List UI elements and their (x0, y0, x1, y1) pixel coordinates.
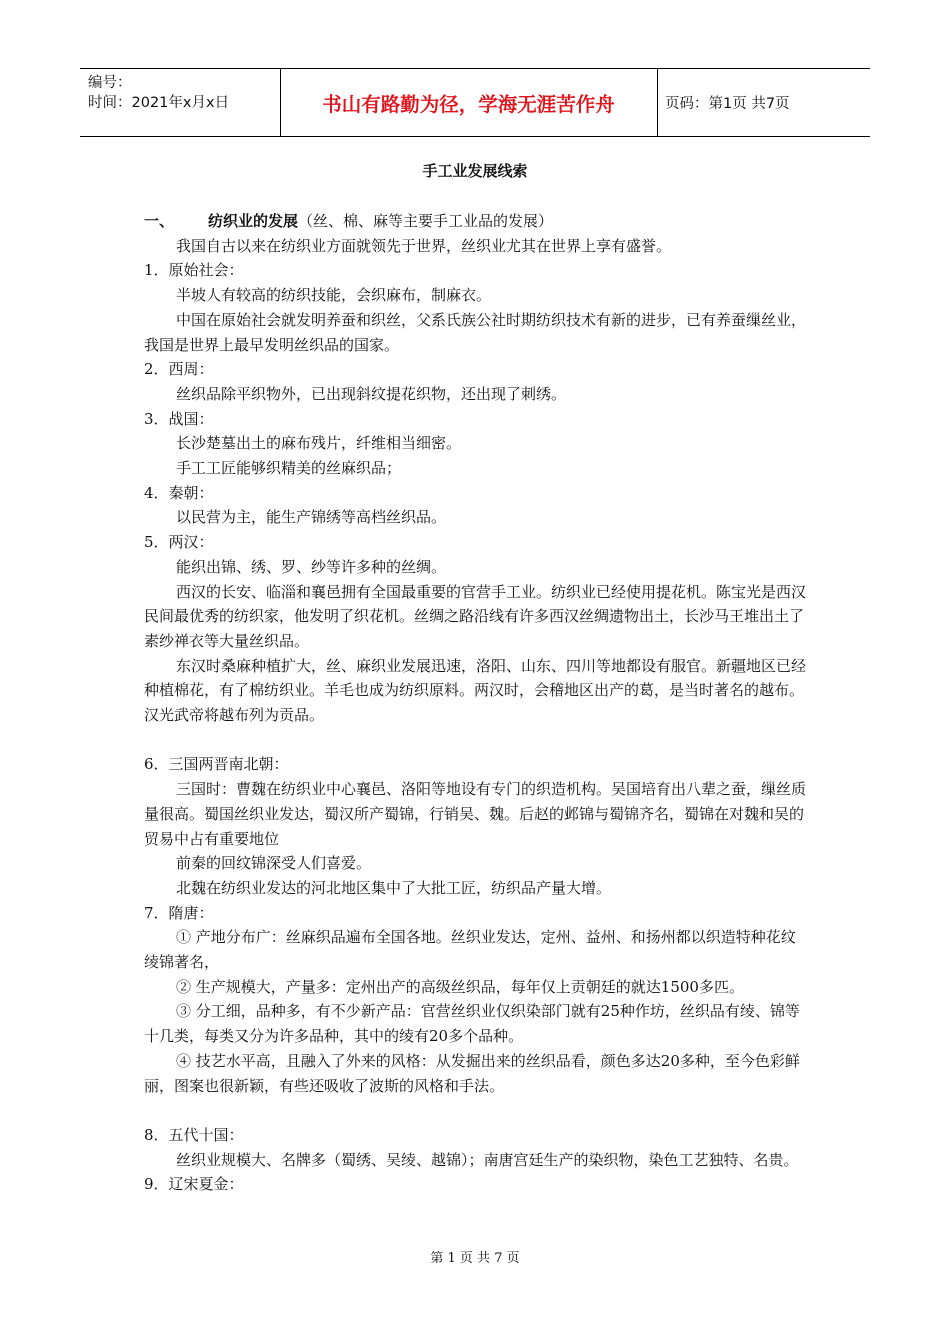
paragraph: 半坡人有较高的纺织技能，会织麻布，制麻衣。 (176, 286, 492, 305)
subheading: 8．五代十国： (144, 1125, 244, 1144)
document-title: 手工业发展线索 (422, 162, 528, 180)
page-footer: 第 1 页 共 7 页 (430, 1251, 520, 1266)
subheading: 2．西周： (144, 360, 214, 379)
section-number: 一、 (144, 212, 175, 230)
paragraph: 三国时：曹魏在纺织业中心襄邑、洛阳等地设有专门的织造机构。吴国培育出八辈之蚕，缫丝质量很高。蜀国丝织业发达，蜀汉所产蜀锦，行销吴、魏。后赵的邺锦与蜀锦齐名，蜀锦在对魏和吴的贸易中占有重要地位 (144, 780, 807, 848)
paragraph: ④ 技艺水平高，且融入了外来的风格：从发掘出来的丝织品看，颜色多达20多种，至今色彩鲜丽，图案也很新颖，有些还吸收了波斯的风格和手法。 (144, 1051, 800, 1095)
paragraph: 中国在原始社会就发明养蚕和织丝，父系氏族公社时期纺织技术有新的进步，已有养蚕缫丝业，我国是世界上最早发明丝织品的国家。 (144, 310, 807, 354)
header-page-info: 页码：第1页 共7页 (665, 96, 790, 112)
paragraph: 西汉的长安、临淄和襄邑拥有全国最重要的官营手工业。纺织业已经使用提花机。陈宝光是西汉民间最优秀的纺织家，他发明了织花机。丝绸之路沿线有许多西汉丝绸遗物出土，长沙马王堆出土了素纱禅衣等大量丝织品。 (144, 582, 807, 650)
paragraph: 前秦的回纹锦深受人们喜爱。 (176, 854, 372, 873)
document-time: 时间：2021年x月x日 (88, 95, 230, 111)
header-meta (88, 73, 229, 113)
section-heading (144, 209, 809, 234)
paragraph: 东汉时桑麻种植扩大，丝、麻织业发展迅速，洛阳、山东、四川等地都设有服官。新疆地区已经种植棉花，有了棉纺织业。羊毛也成为纺织原料。两汉时，会稽地区出产的葛，是当时著名的越布。汉光武帝将越布列为贡品。 (144, 656, 807, 725)
document-number-label: 编号： (88, 75, 132, 91)
paragraph: 丝织品除平织物外，已出现斜纹提花织物，还出现了刺绣。 (176, 384, 567, 403)
section-subtitle: （丝、棉、麻等主要手工业品的发展） (298, 212, 554, 230)
paragraph: 以民营为主，能生产锦绣等高档丝织品。 (176, 508, 447, 527)
paragraph: ① 产地分布广：丝麻织品遍布全国各地。丝织业发达，定州、益州、和扬州都以织造特种花纹绫锦著名， (144, 928, 796, 972)
subheading: 3．战国： (144, 409, 214, 428)
subheading: 9．辽宋夏金： (144, 1175, 244, 1194)
subheading: 4．秦朝： (144, 483, 214, 502)
header-divider (657, 69, 658, 136)
header-motto: 书山有路勤为径，学海无涯苦作舟 (322, 92, 615, 116)
blank-line (144, 1098, 809, 1123)
subheading: 6．三国两晋南北朝： (144, 755, 289, 774)
paragraph: 我国自古以来在纺织业方面就领先于世界，丝织业尤其在世界上享有盛誉。 (176, 236, 672, 255)
blank-line (144, 728, 809, 753)
paragraph: 长沙楚墓出土的麻布残片，纤维相当细密。 (176, 434, 462, 453)
section-title: 纺织业的发展 (208, 212, 299, 230)
document-body (144, 209, 809, 1197)
page-header (80, 68, 870, 137)
paragraph: 手工工匠能够织精美的丝麻织品； (176, 459, 402, 478)
subheading: 5．两汉： (144, 533, 214, 552)
paragraph: ② 生产规模大，产量多：定州出产的高级丝织品，每年仅上贡朝廷的就达1500多匹。 (176, 977, 744, 996)
paragraph: ③ 分工细，品种多，有不少新产品：官营丝织业仅织染部门就有25种作坊，丝织品有绫、锦等十几类，每类又分为许多品种，其中的绫有20多个品种。 (144, 1002, 800, 1046)
subheading: 1．原始社会： (144, 261, 244, 280)
paragraph: 北魏在纺织业发达的河北地区集中了大批工匠，纺织品产量大增。 (176, 878, 612, 897)
paragraph: 丝织业规模大、名牌多（蜀绣、吴绫、越锦）；南唐宫廷生产的染织物，染色工艺独特、名贵。 (176, 1150, 799, 1169)
subheading: 7．隋唐： (144, 903, 214, 922)
paragraph: 能织出锦、绣、罗、纱等许多种的丝绸。 (176, 557, 447, 576)
